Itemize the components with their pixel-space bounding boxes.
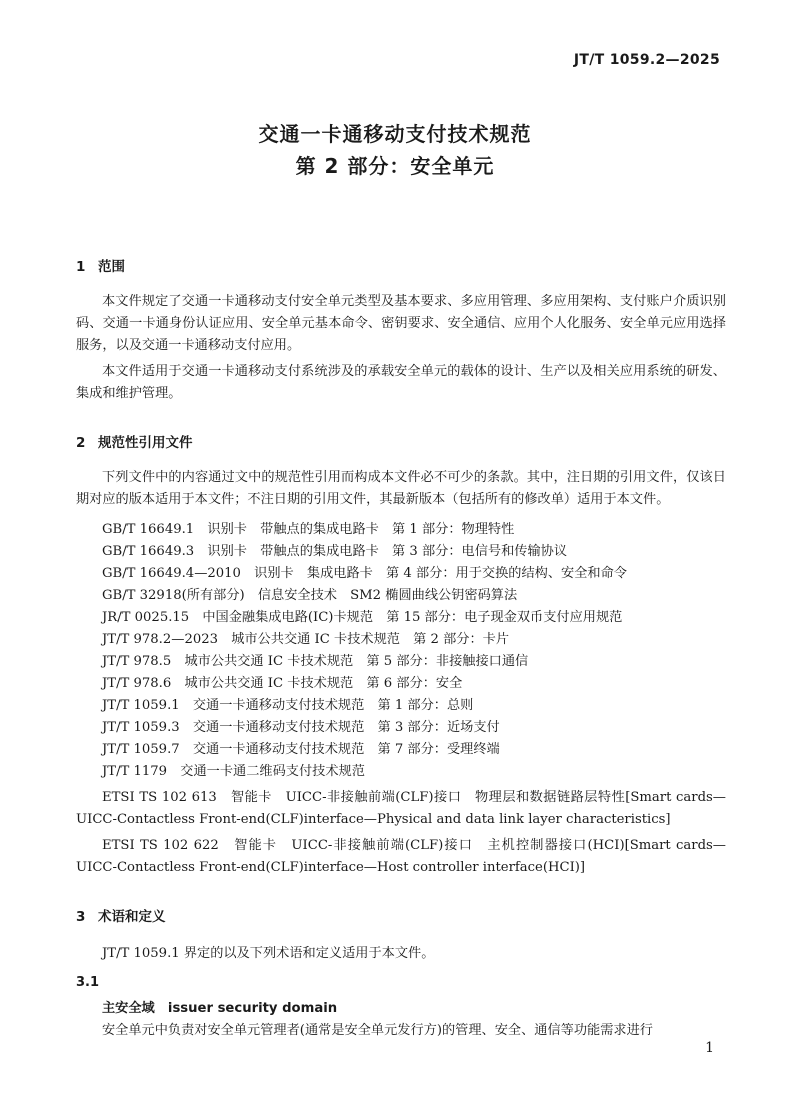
standard-code: JT/T 1059.2—2025	[573, 52, 720, 68]
reference-item: JT/T 978.2—2023 城市公共交通 IC 卡技术规范 第 2 部分：卡片	[102, 632, 510, 647]
section-number: 2	[76, 435, 86, 451]
reference-item: JT/T 1059.3 交通一卡通移动支付技术规范 第 3 部分：近场支付	[102, 720, 500, 735]
section-title: 术语和定义	[98, 909, 166, 925]
reference-item: JT/T 1059.1 交通一卡通移动支付技术规范 第 1 部分：总则	[102, 698, 474, 713]
title-line-2: 第 2 部分：安全单元	[295, 154, 495, 178]
section-1-paragraph-1: 本文件规定了交通一卡通移动支付安全单元类型及基本要求、多应用管理、多应用架构、支付账户介质识别码、交通一卡通身份认证应用、安全单元基本命令、密钥要求、安全通信、应用个人化服务、安全单元应用选择服务，以及交通一卡通移动支付应用。	[76, 294, 726, 353]
reference-item: JT/T 978.6 城市公共交通 IC 卡技术规范 第 6 部分：安全	[102, 676, 463, 691]
section-number: 3	[76, 909, 86, 925]
section-number: 1	[76, 259, 86, 275]
reference-item: JT/T 1059.7 交通一卡通移动支付技术规范 第 7 部分：受理终端	[102, 742, 500, 757]
reference-item-long: ETSI TS 102 613 智能卡 UICC-非接触前端(CLF)接口 物理层和数据链路层特性[Smart cards—UICC-Contactless Front-end(CLF)interface—Physical and data link layer characteristics]	[76, 790, 726, 827]
reference-item: JR/T 0025.15 中国金融集成电路(IC)卡规范 第 15 部分：电子现金双币支付应用规范	[102, 610, 623, 625]
section-3-heading	[76, 905, 166, 925]
reference-item: GB/T 16649.3 识别卡 带触点的集成电路卡 第 3 部分：电信号和传输协议	[102, 544, 568, 559]
section-2-heading	[76, 431, 193, 451]
page-number: 1	[705, 1040, 714, 1056]
term-number: 3.1	[76, 975, 100, 990]
reference-item: JT/T 978.5 城市公共交通 IC 卡技术规范 第 5 部分：非接触接口通信	[102, 654, 529, 669]
section-title: 范围	[98, 259, 125, 275]
reference-item: GB/T 16649.1 识别卡 带触点的集成电路卡 第 1 部分：物理特性	[102, 522, 515, 537]
reference-item-long: ETSI TS 102 622 智能卡 UICC-非接触前端(CLF)接口 主机控制器接口(HCI)[Smart cards—UICC-Contactless Front-end(CLF)interface—Host controller interface(HCI)]	[76, 838, 726, 875]
reference-item: GB/T 32918(所有部分) 信息安全技术 SM2 椭圆曲线公钥密码算法	[102, 588, 518, 603]
section-2-intro: 下列文件中的内容通过文中的规范性引用而构成本文件必不可少的条款。其中，注日期的引用文件，仅该日期对应的版本适用于本文件；不注日期的引用文件，其最新版本（包括所有的修改单）适用于本文件。	[76, 470, 726, 507]
term-name: 主安全域 issuer security domain	[102, 1001, 338, 1016]
section-1-paragraph-2: 本文件适用于交通一卡通移动支付系统涉及的承载安全单元的载体的设计、生产以及相关应用系统的研发、集成和维护管理。	[76, 364, 726, 401]
reference-item: GB/T 16649.4—2010 识别卡 集成电路卡 第 4 部分：用于交换的结构、安全和命令	[102, 566, 627, 581]
reference-item: JT/T 1179 交通一卡通二维码支付技术规范	[102, 764, 365, 779]
section-title: 规范性引用文件	[98, 435, 193, 451]
section-3-intro: JT/T 1059.1 界定的以及下列术语和定义适用于本文件。	[102, 946, 435, 961]
term-definition: 安全单元中负责对安全单元管理者(通常是安全单元发行方)的管理、安全、通信等功能需求进行	[102, 1023, 653, 1038]
title-line-1: 交通一卡通移动支付技术规范	[258, 122, 532, 146]
document-title	[0, 118, 790, 182]
section-1-heading	[76, 255, 125, 275]
